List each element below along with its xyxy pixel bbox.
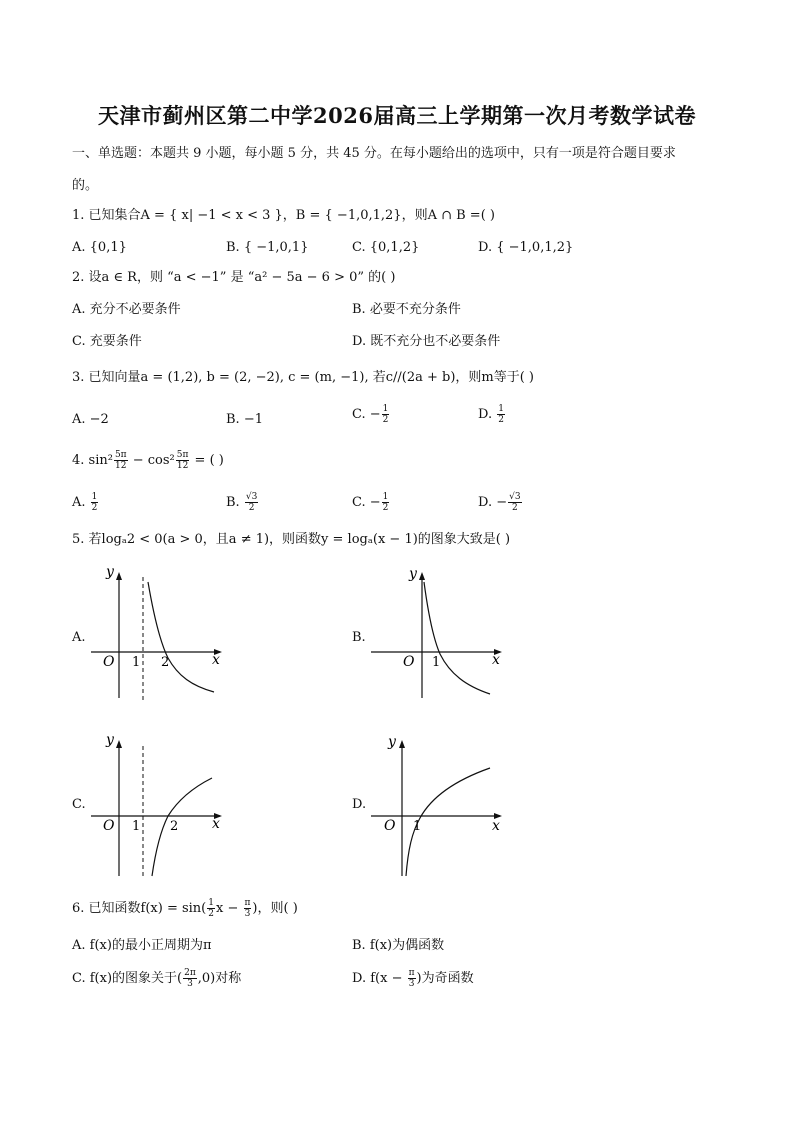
graph-a: [86, 562, 236, 702]
origin-label: O: [384, 818, 396, 834]
q2-option-a: A. 充分不必要条件: [72, 302, 181, 317]
tick-label-1: 1: [432, 655, 441, 670]
origin-label: O: [403, 654, 415, 670]
fraction: $\frac{2\pi}{3}$: [184, 968, 196, 989]
x-label: x: [212, 816, 220, 832]
tick-label-1: 1: [413, 819, 422, 834]
tick-label-2: 2: [170, 819, 179, 834]
curve: [148, 582, 214, 692]
fraction: $\frac{1}{2}$: [382, 404, 389, 425]
fraction: $\frac{1}{2}$: [382, 492, 389, 513]
section-heading-cont: 的。: [72, 178, 99, 193]
fraction: $\frac{√3}{2}$: [245, 492, 258, 513]
q2-option-c: C. 充要条件: [72, 334, 142, 349]
y-axis-arrow: [419, 572, 425, 580]
fraction: $\frac{1}{2}$: [498, 404, 504, 425]
fraction: $\frac{√3}{2}$: [509, 492, 521, 513]
q4-option-d: D. − $\frac{√3}{2}$: [478, 492, 521, 513]
tick-label-1: 1: [132, 819, 141, 834]
section-heading: 一、单选题：本题共 9 小题，每小题 5 分，共 45 分。在每小题给出的选项中，只有一项是符合题目要求: [72, 146, 676, 161]
q6-option-a: A. f(x)的最小正周期为π: [72, 938, 212, 953]
question-6-stem: 6. 已知函数f(x) = sin( $\frac{1}{2}$ x − $\frac{\pi}{3}$ )，则( ): [72, 898, 298, 919]
tick-label-1: 1: [132, 655, 141, 670]
y-label: y: [409, 566, 417, 582]
question-2-stem: 2. 设a ∈ R，则 “a < −1” 是 “a² − 5a − 6 > 0” 的( ): [72, 270, 396, 285]
q4-option-a: A. $\frac{1}{2}$: [72, 492, 98, 513]
fraction: $\frac{5\pi}{12}$: [176, 450, 189, 471]
curve: [424, 582, 490, 694]
question-5-stem: 5. 若logₐ2 < 0(a > 0，且a ≠ 1)，则函数y = logₐ(x − 1)的图象大致是( ): [72, 532, 511, 547]
page-title: 天津市蓟州区第二中学2026届高三上学期第一次月考数学试卷: [98, 103, 696, 128]
y-axis-arrow: [116, 740, 122, 748]
graph-d: [366, 730, 516, 880]
q3-option-a: A. −2: [72, 412, 109, 427]
q3-option-b: B. −1: [226, 412, 263, 427]
q5-option-c-label: C.: [72, 797, 86, 812]
graph-c: [86, 730, 236, 880]
q1-option-a: A. {0,1}: [72, 240, 127, 255]
y-axis-arrow: [116, 572, 122, 580]
q3-option-c: C. − $\frac{1}{2}$: [352, 404, 389, 425]
q1-option-d: D. { −1,0,1,2}: [478, 240, 574, 255]
question-3-stem: 3. 已知向量a = (1,2), b = (2, −2), c = (m, −1), 若c//(2a + b)，则m等于( ): [72, 370, 535, 385]
fraction: $\frac{5\pi}{12}$: [114, 450, 127, 471]
question-1-stem: 1. 已知集合A = { x| −1 < x < 3 }，B = { −1,0,1,2}，则A ∩ B =( ): [72, 208, 495, 223]
q2-option-b: B. 必要不充分条件: [352, 302, 461, 317]
fraction: $\frac{\pi}{3}$: [408, 968, 415, 989]
q6-option-b: B. f(x)为偶函数: [352, 938, 445, 953]
q5-option-a-label: A.: [72, 630, 86, 645]
q4-option-c: C. − $\frac{1}{2}$: [352, 492, 389, 513]
q5-option-b-label: B.: [352, 630, 366, 645]
fraction: $\frac{1}{2}$: [91, 492, 98, 513]
q6-option-c: C. f(x)的图象关于( $\frac{2\pi}{3}$ ,0)对称: [72, 968, 242, 989]
graph-b: [366, 562, 516, 702]
q3-option-d: D. $\frac{1}{2}$: [478, 404, 504, 425]
curve: [152, 778, 212, 876]
q6-option-d: D. f(x − $\frac{\pi}{3}$ )为奇函数: [352, 968, 474, 989]
origin-label: O: [103, 654, 115, 670]
y-axis-arrow: [399, 740, 405, 748]
question-4-stem: 4. sin² $\frac{5\pi}{12}$ − cos² $\frac{5\pi}{12}$ = ( ): [72, 450, 224, 471]
x-label: x: [492, 652, 500, 668]
y-label: y: [388, 734, 396, 750]
q5-option-d-label: D.: [352, 797, 367, 812]
origin-label: O: [103, 818, 115, 834]
q1-option-c: C. {0,1,2}: [352, 240, 420, 255]
x-label: x: [492, 818, 500, 834]
q2-option-d: D. 既不充分也不必要条件: [352, 334, 501, 349]
q1-option-b: B. { −1,0,1}: [226, 240, 309, 255]
fraction: $\frac{\pi}{3}$: [244, 898, 251, 919]
fraction: $\frac{1}{2}$: [208, 898, 214, 919]
x-label: x: [212, 652, 220, 668]
y-label: y: [106, 732, 114, 748]
y-label: y: [106, 564, 114, 580]
q4-option-b: B. $\frac{√3}{2}$: [226, 492, 258, 513]
tick-label-2: 2: [161, 655, 170, 670]
